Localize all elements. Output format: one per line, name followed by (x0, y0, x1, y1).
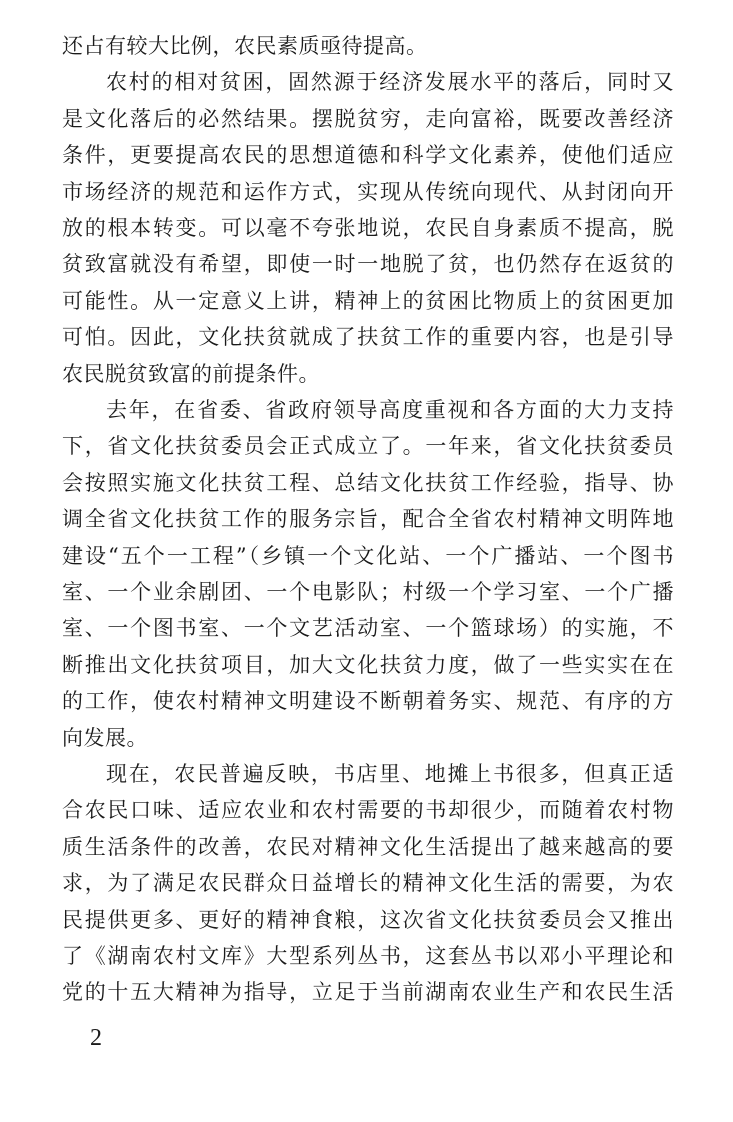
text-line: 调全省文化扶贫工作的服务宗旨，配合全省农村精神文明阵地 (62, 507, 674, 532)
text-line: 党的十五大精神为指导，立足于当前湖南农业生产和农民生活 (62, 980, 674, 1005)
text-line: 农民脱贫致富的前提条件。 (62, 361, 320, 386)
text-line: 去年，在省委、省政府领导高度重视和各方面的大力支持 (106, 398, 674, 422)
page-number: 2 (90, 1024, 102, 1051)
text-line: 可能性。从一定意义上讲，精神上的贫困比物质上的贫困更加 (62, 288, 674, 313)
text-line: 求，为了满足农民群众日益增长的精神文化生活的需要，为农 (62, 871, 674, 896)
text-line: 条件，更要提高农民的思想道德和科学文化素养，使他们适应 (62, 143, 674, 168)
text-line: 下，省文化扶贫委员会正式成立了。一年来，省文化扶贫委员 (62, 434, 674, 459)
text-line: 还占有较大比例，农民素质亟待提高。 (62, 34, 428, 58)
text-line: 合农民口味、适应农业和农村需要的书却很少，而随着农村物 (62, 798, 674, 823)
text-line: 的工作，使农村精神文明建设不断朝着务实、规范、有序的方 (62, 689, 674, 714)
text-line: 会按照实施文化扶贫工程、总结文化扶贫工作经验，指导、协 (62, 470, 674, 495)
text-line: 可怕。因此，文化扶贫就成了扶贫工作的重要内容，也是引导 (62, 325, 674, 350)
text-line: 质生活条件的改善，农民对精神文化生活提出了越来越高的要 (62, 834, 674, 859)
text-line: 断推出文化扶贫项目，加大文化扶贫力度，做了一些实实在在 (62, 652, 674, 677)
text-line: 室、一个业余剧团、一个电影队；村级一个学习室、一个广播 (62, 580, 674, 604)
text-line: 了《湖南农村文库》大型系列丛书，这套丛书以邓小平理论和 (62, 944, 674, 968)
text-line: 市场经济的规范和运作方式，实现从传统向现代、从封闭向开 (62, 179, 674, 204)
text-line: 室、一个图书室、一个文艺活动室、一个篮球场）的实施，不 (62, 616, 674, 641)
text-line: 贫致富就没有希望，即使一时一地脱了贫，也仍然存在返贫的 (62, 252, 674, 277)
text-line: 农村的相对贫困，固然源于经济发展水平的落后，同时又 (106, 70, 674, 95)
text-line: 放的根本转变。可以毫不夸张地说，农民自身素质不提高，脱 (62, 216, 674, 240)
text-line: 是文化落后的必然结果。摆脱贫穷，走向富裕，既要改善经济 (62, 106, 674, 131)
text-line: 建设“五个一工程”（乡镇一个文化站、一个广播站、一个图书 (62, 543, 674, 568)
text-line: 民提供更多、更好的精神食粮，这次省文化扶贫委员会又推出 (62, 907, 674, 932)
text-line: 现在，农民普遍反映，书店里、地摊上书很多，但真正适 (106, 762, 674, 786)
text-line: 向发展。 (62, 725, 148, 750)
